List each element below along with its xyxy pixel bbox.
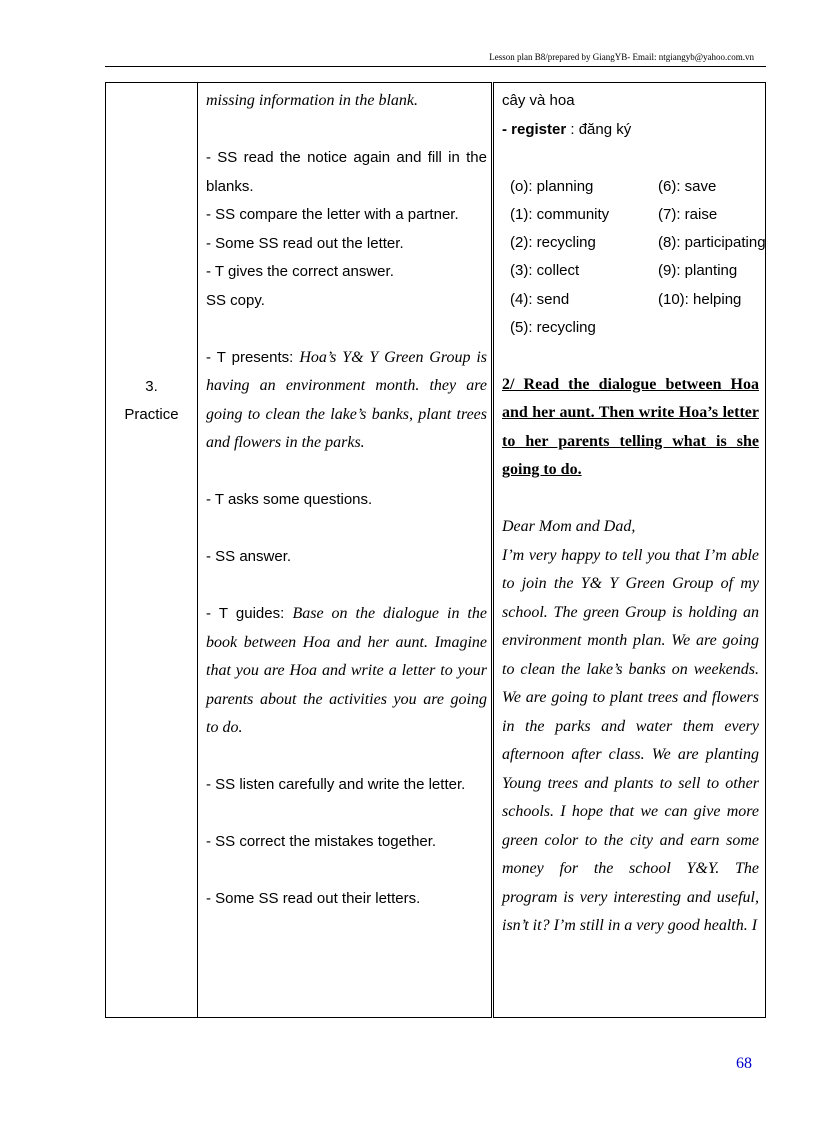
header-rule <box>105 66 766 67</box>
answer-item: (2): recycling <box>510 234 596 252</box>
answer-item: (7): raise <box>658 205 718 223</box>
procedure-line: - SS correct the mistakes together. <box>206 833 437 850</box>
stage-number: 3. <box>145 378 158 395</box>
procedure-line: - T asks some questions. <box>206 491 373 508</box>
page-number: 68 <box>736 1055 752 1072</box>
stage-cell <box>106 83 198 1018</box>
stage-label <box>106 373 197 429</box>
procedure-line: - T presents: Hoa’s Y& Y Green Group is having an environment month. they are going to clean the lake’s banks, plant trees and flowers in the parks. <box>206 348 487 451</box>
answer-item: (1): community <box>510 205 610 223</box>
procedure-cell <box>198 83 493 1018</box>
vocab-line: - register : đăng ký <box>502 120 632 138</box>
procedure-line: - Some SS read out the letter. <box>206 234 404 252</box>
answer-item: (8): participating <box>658 234 766 252</box>
procedure-line: - SS listen carefully and write the letter. <box>206 776 466 793</box>
page-header: Lesson plan B8/prepared by GiangYB- Email: ntgiangyb@yahoo.com.vn <box>489 52 754 62</box>
procedure-line: - T gives the correct answer. <box>206 263 394 280</box>
procedure-line: missing information in the blank. <box>206 92 418 109</box>
procedure-line: - SS answer. <box>206 548 292 565</box>
lesson-table <box>105 82 766 1018</box>
answer-item <box>658 314 766 342</box>
content-cell <box>493 83 766 1018</box>
procedure-line: SS copy. <box>206 291 265 309</box>
answer-item: (3): collect <box>510 262 580 280</box>
vocab-line: cây và hoa <box>502 92 575 109</box>
procedure-line: - SS compare the letter with a partner. <box>206 206 459 223</box>
answer-key <box>510 173 766 343</box>
answer-item: (o): planning <box>510 177 594 195</box>
answer-item: (9): planting <box>658 262 738 280</box>
task-heading: 2/ Read the dialogue between Hoa and her aunt. Then write Hoa’s letter to her parents telling what is she going to do. <box>502 375 759 479</box>
procedure-line: - Some SS read out their letters. <box>206 890 421 907</box>
stage-name: Practice <box>124 406 179 423</box>
answer-item: (10): helping <box>658 290 742 308</box>
procedure-line: - SS read the notice again and fill in the blanks. <box>206 149 487 195</box>
answer-item: (4): send <box>510 290 570 308</box>
letter-greeting: Dear Mom and Dad, <box>502 518 636 536</box>
answer-item: (5): recycling <box>510 318 596 336</box>
letter-body: I’m very happy to tell you that I’m able to join the Y& Y Green Group of my school. The green Group is holding an environment month plan. We are going to clean the lake’s banks on weekends. We are going to plant trees and flowers in the parks and water them every afternoon after class. We are planting Young trees and plants to sell to other schools. I hope that we can give more green color to the city and earn some money for the school Y&Y. The program is very interesting and useful, isn’t it? I’m still in a very good health. I <box>502 546 759 935</box>
procedure-line: - T guides: Base on the dialogue in the book between Hoa and her aunt. Imagine that you are Hoa and write a letter to your parents about the activities you are going to do. <box>206 605 487 736</box>
answer-item: (6): save <box>658 177 717 195</box>
